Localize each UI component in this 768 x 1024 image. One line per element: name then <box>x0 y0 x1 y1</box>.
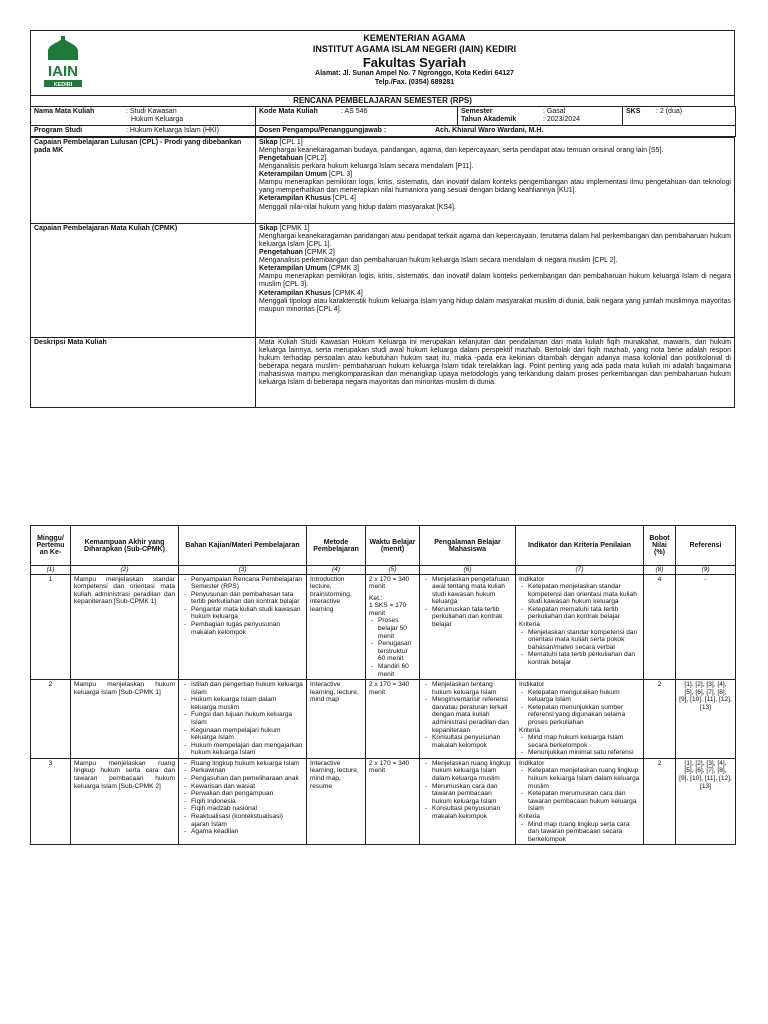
list-item: - Ketepatan menguraikan hukum keluarga Islam <box>528 689 640 704</box>
list-item: - Ketepatan menjelaskan ruang lingkup hukum keluarga Islam dalam keluarga muslim <box>528 767 640 790</box>
col-week: Minggu/ Pertemu an Ke- <box>31 526 71 566</box>
plan-number-row: (1) (2) (3) (4) (5) (6) (7) (8) (9) <box>31 566 736 575</box>
indicator-list <box>519 689 640 727</box>
method-cell: Interactive learning, lecture, mind map <box>307 680 366 759</box>
experience-list <box>423 760 512 821</box>
indicator-cell <box>516 758 644 844</box>
list-item: - Fiqih Indonesia <box>191 798 303 806</box>
plan-header-row <box>31 526 736 566</box>
col-method: Metode Pembelajaran <box>307 526 366 566</box>
cpl-sikap: Menghargai keanekaragaman budaya, pandangan, agama, dan kepercayaan, serta pendapat atau temuan orisinal orang lain [S5]. <box>259 147 664 155</box>
materials-list <box>182 576 303 637</box>
lecturer-value: Ach. Khiarul Waro Wardani, M.H. <box>435 127 544 135</box>
list-item: - Ruang lingkup hukum keluarga Islam <box>191 760 303 768</box>
time-total: 2 x 170 = 340 menit <box>369 681 410 696</box>
cpl-label: Capaian Pembelajaran Lulusan (CPL) - Prodi yang dibebankan pada MK <box>31 138 256 224</box>
indicator-list <box>519 767 640 812</box>
ministry-name: KEMENTERIAN AGAMA <box>363 33 466 43</box>
materials-list <box>182 681 303 757</box>
document-title: RENCANA PEMBELAJARAN SEMESTER (RPS) <box>30 95 735 106</box>
col-time: Waktu Belajar (menit) <box>366 526 420 566</box>
cpmk-keterampilan-khusus: Menggali tipologi atau karakteristik hukum keluarga Islam yang hidup dalam masyarakat muslim di dunia, baik negara yang jumlah muslimnya mayoritas maupun minoritas [CPL 4]. <box>259 297 731 313</box>
ability-cell: Mampu menjelaskan ruang lingkup hukum serta cara dan tawaran pembacaan hukum keluarga Islam [Sub-CPMK 2] <box>71 758 179 844</box>
list-item: - Mind map hukum keluarga Islam secara berkelompok <box>528 734 640 749</box>
list-item: - Merumuskan cara dan tawaran pembacaan hukum keluarga Islam <box>432 783 512 806</box>
experience-cell <box>420 574 516 680</box>
list-item: - Fungsi dan tujuan hukum keluarga Islam <box>191 711 303 726</box>
program-value: : Hukum Keluarga Islam (HKI) <box>126 127 219 135</box>
criteria-list <box>519 629 640 667</box>
reference-cell: [1], [2], [3], [4], [5], [6], [7], [8], [9], [10], [11], [12], [13] <box>676 758 736 844</box>
svg-text:KEDIRI: KEDIRI <box>53 82 73 88</box>
experience-cell <box>420 758 516 844</box>
list-item: - Ketepatan menjelaskan standar kompetensi dan orientasi mata kuliah studi kawasan hukum keluarga <box>528 583 640 606</box>
course-name-value: : Studi Kawasan <box>126 108 177 115</box>
sks-value: : 2 (dua) <box>656 108 683 115</box>
list-item: - Hukum mempelajari dan mengajarkan hukum keluarga Islam <box>191 742 303 757</box>
sks-label: SKS <box>626 108 641 115</box>
weight-cell: 2 <box>644 680 676 759</box>
list-item: - Ketepatan mematuhi tata tertib perkuliahan dan kontrak belajar <box>528 606 640 621</box>
criteria-heading: Kriteria <box>519 812 540 820</box>
list-item: - Perkawinan <box>191 767 303 775</box>
list-item: - Proses belajar 50 menit <box>378 617 416 640</box>
time-cell <box>366 574 420 680</box>
time-note: Ket.: <box>369 594 383 602</box>
time-total: 2 x 170 = 340 menit <box>369 759 410 775</box>
list-item: - Istilah dan pengertian hukum keluarga Islam <box>191 681 303 696</box>
list-item: - Menjelaskan standar kompetensi dan orientasi mata kuliah serta pokok bahasan/materi secara verbal <box>528 629 640 652</box>
ability-cell: Mampu menjelaskan hukum keluarga Islam [Sub-CPMK 1] <box>71 680 179 759</box>
criteria-heading: Kriteria <box>519 621 540 629</box>
list-item: - Ketepatan menunjukkan sumber referensi yang digunakan selama proses perkuliahan <box>528 704 640 727</box>
materials-list <box>182 760 303 836</box>
semester-label: Semester <box>461 108 493 115</box>
col-ability: Kemampuan Akhir yang Diharapkan (Sub-CPMK) <box>71 526 179 566</box>
indicator-cell <box>516 680 644 759</box>
week-cell: 2 <box>31 680 71 759</box>
cpl-pengetahuan: Menganalisis perkara hukum keluarga Islam secara mendalam [P11]. <box>259 163 474 171</box>
course-info-table: Nama Mata Kuliah : Studi Kawasan Hukum Keluarga Kode Mata Kuliah : AS 546 Semester : Gasal Tahun Akademik : 2023/2024 SKS : 2 (dua) Program Studi : Hukum Keluarga Islam (HKI) Dosen Pengampu/Penanggungjawab : Ach. Khiarul Waro Wardani, M.H. <box>30 106 736 137</box>
faculty-name: Fakultas Syariah <box>362 54 467 70</box>
weight-cell: 4 <box>644 574 676 680</box>
week-cell: 3 <box>31 758 71 844</box>
address: Alamat: Jl. Sunan Ampel No. 7 Ngronggo, Kota Kediri 64127 <box>315 70 514 78</box>
list-item: - Perwalian dan pengampuan <box>191 790 303 798</box>
cpl-keterampilan-umum: Mampu menerapkan pemikiran logis, kritis, sistematis, dan inovatif dalam konteks pengembangan atau implementasi ilmu pengetahuan dan teknologi yang memperhatikan dan menerapkan nilai humaniora yang sesuai dengan bidang keahliannya [KU1]. <box>259 179 731 195</box>
outcomes-table: Capaian Pembelajaran Lulusan (CPL) - Prodi yang dibebankan pada MK Sikap [CPL 1] Menghargai keanekaragaman budaya, pandangan, agama, dan kepercayaan, serta pendapat atau temuan orisinal orang lain [S5]. Pengetahuan [CPL2] Menganalisis perkara hukum keluarga Islam secara mendalam [P11]. Keterampilan Umum [CPL 3] Mampu menerapkan pemikiran logis, kritis, sistematis, dan inovatif dalam konteks pengembangan atau implementasi ilmu pengetahuan dan teknologi yang memperhatikan dan menerapkan nilai humaniora yang sesuai dengan bidang keahliannya [KU1]. Keterampilan Khusus [CPL 4] Menggali nilai-nilai hukum yang hidup dalam masyarakat [KS4]. Capaian Pembelajaran Mata Kuliah (CPMK) Sikap [CPMK 1] Menghargai keanekaragaman pandangan atau pendapat terkait agama dan kepercayaan, terutama dalam hal perkembangan dan pembaharuan hukum keluarga Islam [CPL 1]. Pengetahuan [CPMK 2] Menganalisis perkembangan dan pembaharuan hukum keluarga Islam secara mendalam di negara muslim [CPL 2]. Keterampilan Umum [CPMK 3] Mampu menerapkan pemikiran logis, kritis, sistematis, dan inovatif dalam konteks perkembangan dan pembaharuan hukum keluarga Islam di negara muslim [CPL 3]. Keterampilan Khusus [CPMK 4] Menggali tipologi atau karakteristik hukum keluarga Islam yang hidup dalam masyarakat muslim di dunia, baik negara yang jumlah muslimnya mayoritas maupun minoritas [CPL 4]. Deskripsi Mata Kuliah Mata Kuliah Studi Kawasan Hukum Keluarga ini merupakan kelanjutan dan pendalaman dari mata kuliah fiqih munakahat, mawaris, dan hukum keluarga lainnya, serta merupakan studi awal hukum keluarga dalam perspektif mazhab. Bertolak dari fiqih mazhab, yang nota bene adalah respon hukum terhadap persoalan atau kebutuhan hukum saat itu, maka -pada era kekinian ditambah dengan adanya masa kolonial dan postkolonial di beberapa negara muslim- pembaharuan hukum keluarga Islam tidak terelakkan lagi. Point penting yang ada pada mata kuliah ini adalah bagaimana mahasiswa mampu mengkomparasikan dan menangkap upaya metodologis yang terkandung dalam proses perkembangan dan pembaharuan hukum keluarga Islam di beberapa negara mayoritas dan minoritas muslim di dunia. <box>30 137 735 408</box>
list-item: - Penyusunan dan pembahasan tata tertib perkuliahan dan kontrak belajar <box>191 591 303 606</box>
list-item: - Menginventarisir referensi dan/atau peraturan terkait dengan mata kuliah administrasi peradilan dan kepaniteraan <box>432 696 512 734</box>
col-weight: Bobot Nilai (%) <box>644 526 676 566</box>
time-cell <box>366 680 420 759</box>
list-item: - Mind map ruang lingkup serta cara dan tawaran pembacaan secara berkelompok <box>528 821 640 844</box>
materials-cell <box>179 758 307 844</box>
time-breakdown <box>369 617 416 678</box>
weekly-plan-table <box>30 525 736 845</box>
academic-year-value: : 2023/2024 <box>543 116 580 124</box>
program-label: Program Studi <box>34 127 83 135</box>
col-experience: Pengalaman Belajar Mahasiswa <box>420 526 516 566</box>
list-item: - Agama keadilan <box>191 828 303 836</box>
rps-document <box>30 30 735 408</box>
description-text: Mata Kuliah Studi Kawasan Hukum Keluarga ini merupakan kelanjutan dan pendalaman dari mata kuliah fiqih munakahat, mawaris, dan hukum keluarga lainnya, serta merupakan studi awal hukum keluarga dalam perspektif mazhab. Bertolak dari fiqih mazhab, yang nota bene adalah respon hukum terhadap persoalan atau kebutuhan hukum saat itu, maka -pada era kekinian ditambah dengan adanya masa kolonial dan postkolonial di beberapa negara muslim- pembaharuan hukum keluarga Islam tidak terelakkan lagi. Point penting yang ada pada mata kuliah ini adalah bagaimana mahasiswa mampu mengkomparasikan dan menangkap upaya metodologis yang terkandung dalam proses perkembangan dan pembaharuan hukum keluarga Islam di beberapa negara mayoritas dan minoritas muslim di dunia. <box>256 338 735 408</box>
list-item: - Kegunaan mempelajari hukum keluarga Islam <box>191 727 303 742</box>
list-item: - Konsultasi penyusunan makalah kelompok <box>432 734 512 749</box>
cpmk-keterampilan-umum: Mampu menerapkan pemikiran logis, kritis, sistematis, dan inovatif dalam konteks perkembangan dan pembaharuan hukum keluarga Islam di negara muslim [CPL 3]. <box>259 273 731 289</box>
list-item: - Menjelaskan pengetahuan awal tentang mata kuliah studi kawasan hukum keluarga <box>432 576 512 606</box>
table-row <box>31 680 736 759</box>
list-item: - Penyampaian Rencana Pembelajaran Semester (RPS) <box>191 576 303 591</box>
phone: Telp./Fax. (0354) 689281 <box>374 78 455 86</box>
col-reference: Referensi <box>676 526 736 566</box>
reference-cell: [1], [2], [3], [4], [5], [6], [7], [8], [9], [10], [11], [12], [13] <box>676 680 736 759</box>
indicator-heading: Indikator <box>519 759 545 767</box>
list-item: - Hukum keluarga Islam dalam keluarga muslim <box>191 696 303 711</box>
course-code-label: Kode Mata Kuliah <box>259 108 318 115</box>
list-item: - Menjelaskan ruang lingkup hukum keluarga Islam dalam keluarga muslim <box>432 760 512 783</box>
cpmk-sikap: Menghargai keanekaragaman pandangan atau pendapat terkait agama dan kepercayaan, terutama dalam hal perkembangan dan pembaharuan hukum keluarga Islam [CPL 1]. <box>259 233 731 249</box>
materials-cell <box>179 680 307 759</box>
list-item: - Fiqih madzab nasional <box>191 805 303 813</box>
experience-list <box>423 576 512 629</box>
ability-cell: Mampu menjelaskan standar kompetensi dan orientasi mata kuliah administrasi peradilan dan kepaniteraan [Sub-CPMK 1] <box>71 574 179 680</box>
weight-cell: 2 <box>644 758 676 844</box>
list-item: - Konsultasi penyusunan makalah kelompok <box>432 805 512 820</box>
week-cell: 1 <box>31 574 71 680</box>
time-cell <box>366 758 420 844</box>
list-item: - Menunjukkan minimal satu referensi <box>528 749 640 757</box>
list-item: - Ketepatan merumuskan cara dan tawaran pembacaan hukum keluarga Islam <box>528 790 640 813</box>
indicator-heading: Indikator <box>519 681 545 689</box>
lecturer-label: Dosen Pengampu/Penanggungjawab : <box>259 127 387 135</box>
time-sks: 1 SKS = 170 menit <box>369 602 407 617</box>
cpl-keterampilan-khusus: Menggali nilai-nilai hukum yang hidup dalam masyarakat [KS4]. <box>259 203 456 211</box>
list-item: - Pembagian tugas penyusunan makalah kelompok <box>191 621 303 636</box>
time-total: 2 x 170 = 340 menit <box>369 575 410 591</box>
criteria-list <box>519 821 640 844</box>
cpmk-label: Capaian Pembelajaran Mata Kuliah (CPMK) <box>31 224 256 338</box>
col-materials: Bahan Kajian/Materi Pembelajaran <box>179 526 307 566</box>
col-indicator: Indikator dan Kriteria Penilaian <box>516 526 644 566</box>
list-item: - Kewarisan dan wasiat <box>191 783 303 791</box>
method-cell: Interactive learning, lecture, mind map, resume <box>307 758 366 844</box>
table-row <box>31 758 736 844</box>
list-item: - Pengantar mata kuliah studi kawasan hukum keluarga <box>191 606 303 621</box>
experience-cell <box>420 680 516 759</box>
svg-text:IAIN: IAIN <box>48 63 78 80</box>
letterhead <box>30 30 735 95</box>
list-item: - Menjelaskan tentang hukum keluarga Islam <box>432 681 512 696</box>
description-label: Deskripsi Mata Kuliah <box>31 338 256 408</box>
list-item: - Reaktualisasi (kontekstualisasi) ajaran Islam <box>191 813 303 828</box>
list-item: - Pengasuhan dan pemeliharaan anak <box>191 775 303 783</box>
list-item: - Mematuhi tata tertib perkuliahan dan kontrak belajar <box>528 651 640 666</box>
list-item: - Penugasan terstruktur 60 menit <box>378 640 416 663</box>
experience-list <box>423 681 512 749</box>
criteria-heading: Kriteria <box>519 726 540 734</box>
institute-name: INSTITUT AGAMA ISLAM NEGERI (IAIN) KEDIRI <box>312 43 517 54</box>
cpmk-pengetahuan: Menganalisis perkembangan dan pembaharuan hukum keluarga Islam secara mendalam di negara muslim [CPL 2]. <box>259 257 618 265</box>
course-name-label: Nama Mata Kuliah <box>34 108 95 115</box>
table-row <box>31 574 736 680</box>
iain-kediri-logo <box>31 31 95 95</box>
list-item: - Merumuskan tata tertib perkuliahan dan kontrak belajar <box>432 606 512 629</box>
list-item: - Mandiri 60 menit <box>378 663 416 678</box>
reference-cell: - <box>676 574 736 680</box>
indicator-list <box>519 583 640 621</box>
method-cell: Introduction lecture, brainstorming, interactive learning <box>307 574 366 680</box>
indicator-heading: Indikator <box>519 575 545 583</box>
criteria-list <box>519 734 640 757</box>
semester-value: : Gasal <box>543 108 566 115</box>
materials-cell <box>179 574 307 680</box>
academic-year-label: Tahun Akademik <box>461 116 517 124</box>
indicator-cell <box>516 574 644 680</box>
course-code-value: : AS 546 <box>341 108 368 115</box>
